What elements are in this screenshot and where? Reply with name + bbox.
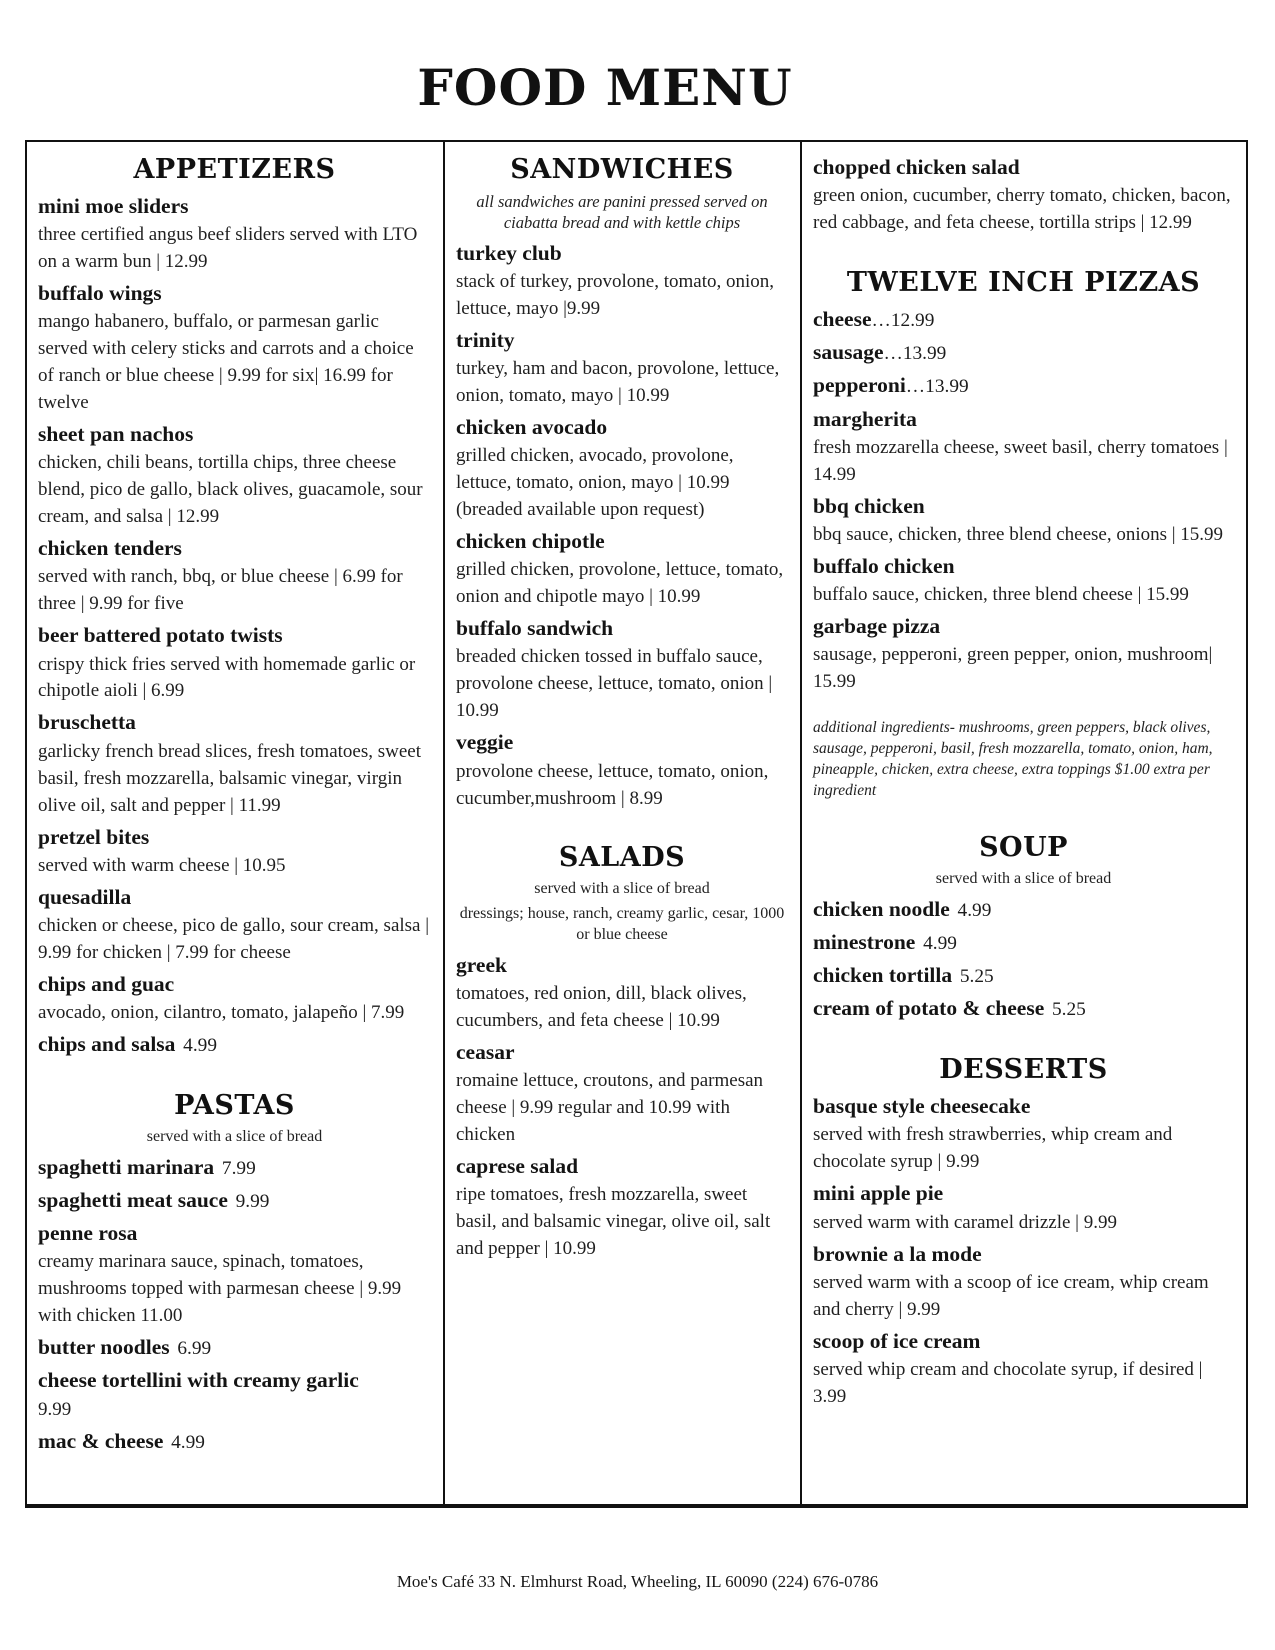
menu-item-line <box>38 1152 431 1183</box>
menu-item-desc: crispy thick fries served with homemade garlic or chipotle aioli | 6.99 <box>38 653 416 702</box>
menu-item-name: chicken chipotle <box>456 529 605 554</box>
menu-item <box>456 613 788 725</box>
menu-item-name: margherita <box>813 406 917 431</box>
menu-item <box>38 822 431 880</box>
menu-item-line <box>38 1185 431 1216</box>
menu-item-name: chicken avocado <box>456 415 608 440</box>
menu-item <box>456 727 788 812</box>
menu-item-name: buffalo wings <box>38 281 162 306</box>
menu-item-line <box>456 1037 788 1068</box>
menu-item <box>456 238 788 323</box>
menu-item-price: 7.99 <box>221 1157 256 1179</box>
menu-item-line <box>813 404 1234 435</box>
menu-item <box>456 950 788 1035</box>
menu-item <box>38 1185 431 1216</box>
menu-item-line <box>38 1218 431 1249</box>
menu-item-name: garbage pizza <box>813 614 941 639</box>
menu-item-name: beer battered potato twists <box>38 623 283 648</box>
menu-item <box>813 1091 1234 1176</box>
menu-item <box>813 152 1234 237</box>
menu-item-line <box>456 526 788 557</box>
page-title: FOOD MENU <box>417 58 793 117</box>
menu-item-name: pretzel bites <box>38 824 150 849</box>
menu-item-name: minestrone <box>813 929 916 954</box>
menu-item-desc: bbq sauce, chicken, three blend cheese, onions | 15.99 <box>813 523 1224 545</box>
menu-item-desc: chicken or cheese, pico de gallo, sour cream, salsa | 9.99 for chicken | 7.99 for cheese <box>38 914 430 963</box>
menu-item <box>813 370 1234 401</box>
menu-item-name: buffalo sandwich <box>456 616 614 641</box>
menu-item-line <box>38 1365 431 1396</box>
menu-item-line <box>38 969 431 1000</box>
menu-item-desc: mango habanero, buffalo, or parmesan garlic served with celery sticks and carrots and a choice of ranch or blue cheese | 9.99 for six| 16.99 for twelve <box>38 311 414 414</box>
menu-item-price: 4.99 <box>923 932 957 954</box>
menu-item <box>38 1218 431 1330</box>
menu-item-name: spaghetti meat sauce <box>38 1188 228 1213</box>
menu-item-name: sheet pan nachos <box>38 422 194 447</box>
section-note: served with a slice of bread <box>935 869 1112 887</box>
menu-item <box>38 1426 431 1457</box>
menu-item-price: 6.99 <box>177 1338 212 1360</box>
menu-item <box>456 325 788 410</box>
menu-item <box>813 1326 1234 1411</box>
menu-item-name: penne rosa <box>38 1221 138 1246</box>
menu-item-price: 4.99 <box>183 1034 218 1056</box>
menu-item-name: turkey club <box>456 240 562 265</box>
menu-item-line <box>813 927 1234 958</box>
menu-item <box>813 927 1234 958</box>
menu-item-line <box>38 707 431 738</box>
menu-section <box>813 152 1234 237</box>
menu-item-name: cheese <box>813 307 872 332</box>
menu-item-line <box>38 278 431 309</box>
menu-item-desc: served with ranch, bbq, or blue cheese | 6.99 for three | 9.99 for five <box>38 566 403 615</box>
menu-item-line <box>38 882 431 913</box>
menu-item-name: veggie <box>456 730 514 755</box>
section-footnote: additional ingredients- mushrooms, green peppers, black olives, sausage, pepperoni, basil, fresh mozzarella, tomato, onion, ham, pineapple, chicken, extra cheese, extra toppings $1.00 extra per ingredient <box>813 719 1213 799</box>
section-heading: SANDWICHES <box>510 154 734 185</box>
menu-item-name: chips and salsa <box>38 1031 176 1056</box>
menu-item <box>38 533 431 618</box>
menu-item-name: ceasar <box>456 1039 515 1064</box>
menu-item-line <box>38 1029 431 1060</box>
menu-item-price: …12.99 <box>871 310 935 332</box>
menu-item <box>813 1239 1234 1324</box>
menu-item-line <box>813 551 1234 582</box>
menu-item-name: chicken tenders <box>38 536 182 561</box>
section-heading: DESSERTS <box>939 1054 1108 1086</box>
menu-item-line <box>813 337 1234 368</box>
menu-section-soup <box>813 832 1234 1024</box>
menu-item-line <box>813 611 1234 642</box>
menu-item-line <box>813 993 1234 1024</box>
menu-item-line <box>813 1178 1234 1209</box>
menu-item-desc: fresh mozzarella cheese, sweet basil, cherry tomatoes | 14.99 <box>813 436 1228 485</box>
menu-item-desc: garlicky french bread slices, fresh tomatoes, sweet basil, fresh mozzarella, balsamic vinegar, virgin olive oil, salt and pepper | 11.99 <box>38 740 422 816</box>
menu-item-desc: served warm with caramel drizzle | 9.99 <box>813 1211 1117 1233</box>
menu-item-name: buffalo chicken <box>813 553 955 578</box>
menu-item-name: chicken noodle <box>813 896 950 921</box>
menu-item-desc: grilled chicken, provolone, lettuce, tomato, onion and chipotle mayo | 10.99 <box>456 559 784 608</box>
section-heading: TWELVE INCH PIZZAS <box>846 267 1201 299</box>
menu-item-line <box>38 1332 431 1363</box>
menu-item <box>813 1178 1234 1236</box>
menu-item-name: pepperoni <box>813 373 906 398</box>
menu-section-twelve-inch-pizzas <box>813 267 1234 802</box>
menu-item <box>38 419 431 531</box>
menu-item-name: chicken tortilla <box>813 962 953 987</box>
menu-item-line <box>456 950 788 981</box>
menu-item-line <box>38 620 431 651</box>
menu-item <box>38 969 431 1027</box>
menu-section-pastas <box>38 1090 431 1457</box>
menu-item-line <box>456 1151 788 1182</box>
menu-item <box>38 882 431 967</box>
menu-section-appetizers <box>38 154 431 1060</box>
menu-item <box>813 337 1234 368</box>
menu-item-price: …13.99 <box>905 376 969 398</box>
menu-item-line <box>456 412 788 443</box>
menu-item-desc: green onion, cucumber, cherry tomato, chicken, bacon, red cabbage, and feta cheese, tortilla strips | 12.99 <box>813 185 1231 234</box>
menu-item-name: quesadilla <box>38 884 132 909</box>
menu-item-line <box>38 533 431 564</box>
menu-item-line <box>38 191 431 222</box>
menu-column <box>27 142 445 1504</box>
menu-item <box>38 191 431 276</box>
menu-item-line <box>456 613 788 644</box>
menu-column <box>802 142 1246 1504</box>
menu-item-name: mini moe sliders <box>38 194 189 218</box>
menu-item-name: mini apple pie <box>813 1181 944 1206</box>
menu-item-desc: 9.99 <box>38 1398 72 1420</box>
menu-item <box>456 526 788 611</box>
menu-item-price: 5.25 <box>959 965 994 987</box>
menu-item-line <box>38 822 431 853</box>
menu-section-desserts <box>813 1054 1234 1410</box>
menu-item-desc: ripe tomatoes, fresh mozzarella, sweet basil, and balsamic vinegar, olive oil, salt and pepper | 10.99 <box>456 1184 771 1260</box>
menu-item-price: 4.99 <box>171 1431 205 1453</box>
menu-item-line <box>813 304 1234 335</box>
section-heading: SOUP <box>979 831 1068 863</box>
menu-item-name: trinity <box>456 327 515 352</box>
menu-item-name: chopped chicken salad <box>813 155 1020 179</box>
menu-item-desc: three certified angus beef sliders served with LTO on a warm bun | 12.99 <box>38 224 418 273</box>
menu-item-line <box>456 727 788 758</box>
menu-item-desc: served warm with a scoop of ice cream, whip cream and cherry | 9.99 <box>813 1271 1209 1320</box>
menu-item <box>38 278 431 417</box>
menu-item-desc: provolone cheese, lettuce, tomato, onion, cucumber,mushroom | 8.99 <box>456 760 769 809</box>
menu-item-desc: buffalo sauce, chicken, three blend cheese | 15.99 <box>813 584 1189 606</box>
menu-column <box>445 142 802 1504</box>
menu-item-line <box>813 1239 1234 1270</box>
menu-item-name: caprese salad <box>456 1154 579 1179</box>
menu-item-desc: avocado, onion, cilantro, tomato, jalapeño | 7.99 <box>38 1001 405 1023</box>
menu-item-price: 5.25 <box>1051 999 1086 1021</box>
menu-item <box>456 1151 788 1263</box>
menu-item-desc: served with fresh strawberries, whip cream and chocolate syrup | 9.99 <box>813 1124 1173 1173</box>
menu-item <box>38 1365 431 1423</box>
menu-item-name: bbq chicken <box>813 493 925 518</box>
menu-item <box>813 894 1234 925</box>
menu-item-name: spaghetti marinara <box>38 1154 215 1179</box>
menu-item <box>813 611 1234 696</box>
section-heading: PASTAS <box>174 1090 295 1122</box>
menu-section-salads <box>456 842 788 1263</box>
menu-item-price: …13.99 <box>883 343 947 365</box>
menu-item-name: cream of potato & cheese <box>813 996 1045 1021</box>
section-heading: APPETIZERS <box>133 154 336 185</box>
menu-grid <box>25 140 1248 1508</box>
menu-item <box>38 1029 431 1060</box>
section-note: all sandwiches are panini pressed served on ciabatta bread and with kettle chips <box>476 192 768 233</box>
menu-item-name: sausage <box>813 340 884 365</box>
menu-item-desc: grilled chicken, avocado, provolone, lettuce, tomato, onion, mayo | 10.99 (breaded available upon request) <box>456 445 734 521</box>
menu-item-line <box>813 894 1234 925</box>
menu-item <box>813 960 1234 991</box>
footer-text: Moe's Café 33 N. Elmhurst Road, Wheeling, IL 60090 (224) 676-0786 <box>396 1572 879 1591</box>
section-heading: SALADS <box>558 842 686 874</box>
menu-item-price: 4.99 <box>957 899 992 921</box>
menu-item-desc: turkey, ham and bacon, provolone, lettuce, onion, tomato, mayo | 10.99 <box>456 358 780 407</box>
menu-item-desc: creamy marinara sauce, spinach, tomatoes, mushrooms topped with parmesan cheese | 9.99 with chicken 11.00 <box>38 1251 402 1327</box>
menu-item-line <box>813 960 1234 991</box>
section-note: dressings; house, ranch, creamy garlic, cesar, 1000 or blue cheese <box>459 905 785 944</box>
menu-item-desc: breaded chicken tossed in buffalo sauce, provolone cheese, lettuce, tomato, onion | 10.99 <box>456 646 773 722</box>
menu-item-line <box>456 238 788 269</box>
menu-item <box>456 1037 788 1149</box>
menu-item-desc: tomatoes, red onion, dill, black olives, cucumbers, and feta cheese | 10.99 <box>456 983 747 1031</box>
section-note: served with a slice of bread <box>534 880 710 898</box>
menu-item-name: cheese tortellini with creamy garlic <box>38 1368 359 1393</box>
menu-item-name: bruschetta <box>38 710 136 735</box>
menu-item-name: basque style cheesecake <box>813 1094 1031 1119</box>
menu-item-line <box>38 419 431 450</box>
menu-item <box>38 620 431 705</box>
menu-item-desc: romaine lettuce, croutons, and parmesan cheese | 9.99 regular and 10.99 with chicken <box>456 1070 764 1146</box>
menu-item <box>456 412 788 524</box>
menu-item-line <box>38 1426 431 1457</box>
menu-item-line <box>813 1091 1234 1122</box>
menu-item-line <box>813 1326 1234 1357</box>
menu-item-desc: stack of turkey, provolone, tomato, onion, lettuce, mayo |9.99 <box>456 271 775 320</box>
menu-item-desc: served with warm cheese | 10.95 <box>38 854 286 876</box>
menu-item-line <box>456 325 788 356</box>
menu-item <box>813 491 1234 549</box>
menu-item-name: scoop of ice cream <box>813 1328 981 1353</box>
menu-item-desc: chicken, chili beans, tortilla chips, three cheese blend, pico de gallo, black olives, guacamole, sour cream, and salsa | 12.99 <box>38 452 423 528</box>
menu-item <box>38 1332 431 1363</box>
menu-item-desc: served whip cream and chocolate syrup, if desired | 3.99 <box>813 1358 1203 1407</box>
menu-item-line <box>813 491 1234 522</box>
menu-item <box>813 304 1234 335</box>
menu-item-name: brownie a la mode <box>813 1241 982 1266</box>
menu-item-price: 9.99 <box>235 1191 270 1213</box>
menu-item <box>38 1152 431 1183</box>
menu-item <box>38 707 431 819</box>
menu-item-line <box>813 152 1234 183</box>
menu-item-name: mac & cheese <box>38 1428 164 1453</box>
menu-item-name: butter noodles <box>38 1335 170 1360</box>
menu-item-name: greek <box>456 952 507 977</box>
menu-section-sandwiches <box>456 154 788 812</box>
menu-item <box>813 993 1234 1024</box>
menu-item <box>813 551 1234 609</box>
menu-item-desc: sausage, pepperoni, green pepper, onion, mushroom| 15.99 <box>813 644 1213 693</box>
menu-item-name: chips and guac <box>38 971 175 996</box>
section-note: served with a slice of bread <box>146 1128 323 1146</box>
menu-item-line <box>813 370 1234 401</box>
menu-item <box>813 404 1234 489</box>
